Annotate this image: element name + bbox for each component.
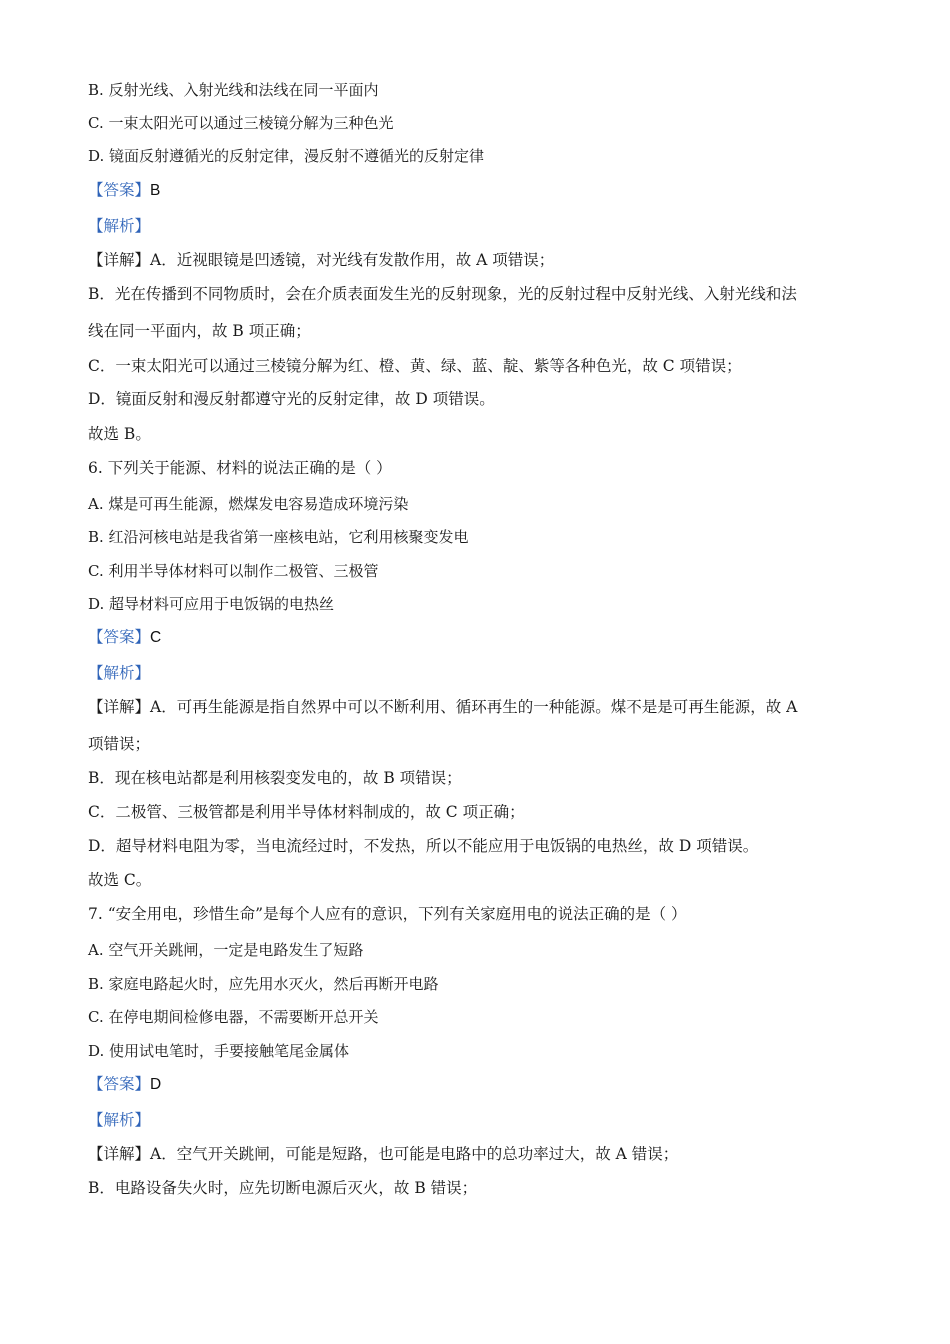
q5-analysis-label: 【解析】 [88,217,151,235]
q6-analysis-label: 【解析】 [88,664,151,682]
q6-stem: 6. 下列关于能源、材料的说法正确的是（ ） [88,459,392,477]
q6-detail-line: 【详解】A．可再生能源是指自然界中可以不断利用、循环再生的一种能源。煤不是是可再生能源，故 A [88,698,798,716]
q6-option-d: D. 超导材料可应用于电饭锅的电热丝 [88,595,335,613]
q7-option-b: B. 家庭电路起火时，应先用水灭火，然后再断开电路 [88,975,439,993]
q6-detail-line: B．现在核电站都是利用核裂变发电的，故 B 项错误； [88,769,462,787]
q6-option-c: C. 利用半导体材料可以制作二极管、三极管 [88,562,379,580]
q5-option-c: C. 一束太阳光可以通过三棱镜分解为三种色光 [88,114,394,132]
q5-answer: B [150,182,161,199]
q6-option-b: B. 红沿河核电站是我省第一座核电站，它利用核聚变发电 [88,528,469,546]
q5-detail-line: D．镜面反射和漫反射都遵守光的反射定律，故 D 项错误。 [88,390,495,408]
q6-conclusion: 故选 C。 [88,871,152,889]
q7-answer: D [150,1076,162,1093]
q5-detail-line: 【详解】A．近视眼镜是凹透镜，对光线有发散作用，故 A 项错误； [88,251,555,269]
q6-answer: C [150,629,162,646]
q7-analysis-label: 【解析】 [88,1111,151,1129]
q7-detail-line: 【详解】A．空气开关跳闸，可能是短路，也可能是电路中的总功率过大，故 A 错误； [88,1145,679,1163]
q6-detail-line: 项错误； [88,735,151,753]
q7-detail-line: B．电路设备失火时，应先切断电源后灭火，故 B 错误； [88,1179,478,1197]
answer-label: 【答案】 [88,628,151,646]
q5-option-d: D. 镜面反射遵循光的反射定律，漫反射不遵循光的反射定律 [88,147,485,165]
q7-stem: 7. “安全用电，珍惜生命”是每个人应有的意识，下列有关家庭用电的说法正确的是（ ） [88,905,687,923]
q6-detail-line: D．超导材料电阻为零，当电流经过时，不发热，所以不能应用于电饭锅的电热丝，故 D 项错误。 [88,837,759,855]
q7-option-a: A. 空气开关跳闸，一定是电路发生了短路 [88,941,364,959]
answer-label: 【答案】 [88,1075,151,1093]
q5-option-b: B. 反射光线、入射光线和法线在同一平面内 [88,81,379,99]
q5-detail-line: 线在同一平面内，故 B 项正确； [88,322,311,340]
q5-conclusion: 故选 B。 [88,425,151,443]
q7-option-d: D. 使用试电笔时，手要接触笔尾金属体 [88,1042,350,1060]
q5-detail-line: B．光在传播到不同物质时，会在介质表面发生光的反射现象，光的反射过程中反射光线、入射光线和法 [88,285,797,303]
q5-detail-line: C．一束太阳光可以通过三棱镜分解为红、橙、黄、绿、蓝、靛、紫等各种色光，故 C 项错误； [88,357,742,375]
q6-answer-line [88,627,161,648]
q5-answer-line [88,180,160,201]
q6-option-a: A. 煤是可再生能源，燃煤发电容易造成环境污染 [88,495,409,513]
answer-label: 【答案】 [88,181,151,199]
q6-detail-line: C．二极管、三极管都是利用半导体材料制成的，故 C 项正确； [88,803,525,821]
q7-answer-line [88,1074,161,1095]
q7-option-c: C. 在停电期间检修电器，不需要断开总开关 [88,1008,379,1026]
